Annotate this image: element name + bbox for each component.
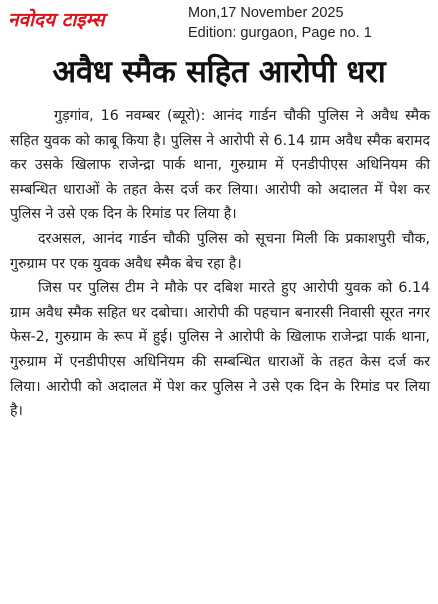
article-paragraph: दरअसल, आनंद गार्डन चौकी पुलिस को सूचना मिली कि प्रकाशपुरी चौक, गुरुग्राम पर एक युवक अवैध स्मैक बेच रहा है। (10, 230, 430, 272)
article-headline: अवैध स्मैक सहित आरोपी धरा (52, 54, 386, 90)
article-paragraph: गुड़गांव, 16 नवम्बर (ब्यूरो): आनंद गार्डन चौकी पुलिस ने अवैध स्मैक सहित युवक को काबू किया है। पुलिस ने आरोपी से 6.14 ग्राम अवैध स्मैक बरामद कर उसके खिलाफ राजेन्द्रा पार्क थाना, गुरुग्राम में एनडीपीएस अधिनियम की सम्बन्धित धाराओं के तहत केस दर्ज कर लिया। आरोपी को अदालत में पेश कर पुलिस ने उसे एक दिन के रिमांड पर लिया है। (10, 108, 430, 223)
clipping-header (0, 0, 438, 48)
edition-date: Mon,17 November 2025 (188, 5, 344, 21)
edition-details: Edition: gurgaon, Page no. 1 (188, 25, 372, 41)
article-body (10, 104, 430, 424)
edition-info (188, 3, 372, 43)
article-paragraph: जिस पर पुलिस टीम ने मौके पर दबिश मारते हुए आरोपी युवक को 6.14 ग्राम अवैध स्मैक सहित धर दबोचा। आरोपी की पहचान बनारसी निवासी सूरत नगर फेस-2, गुरुग्राम के रूप में हुई। पुलिस ने आरोपी के खिलाफ राजेन्द्रा पार्क थाना, गुरुग्राम में एनडीपीएस अधिनियम की सम्बन्धित धाराओं के तहत केस दर्ज कर लिया। आरोपी को अदालत में पेश कर पुलिस ने उसे एक दिन के रिमांड पर लिया है। (10, 280, 430, 420)
newspaper-logo: नवोदय टाइम्स (8, 9, 105, 31)
